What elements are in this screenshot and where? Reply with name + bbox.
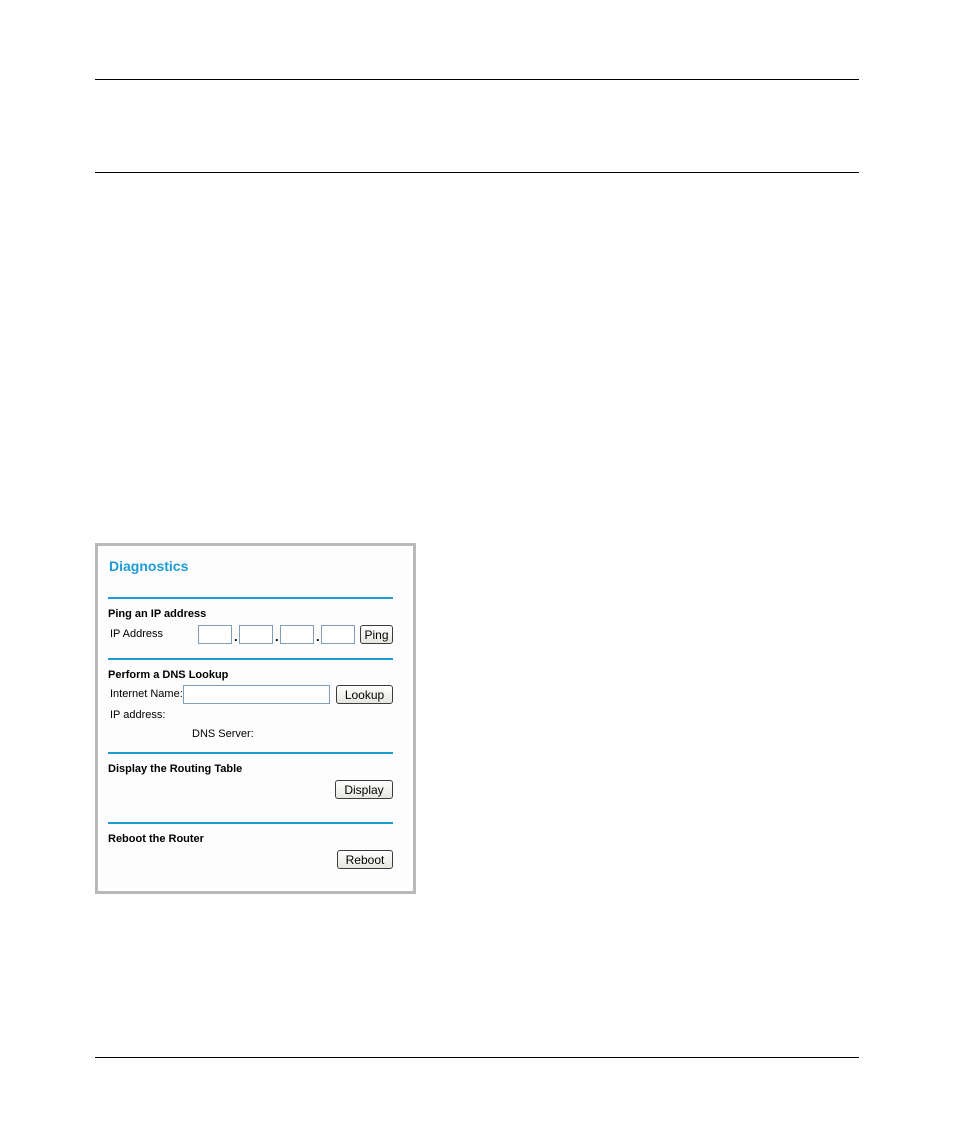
dns-ip-address-label: IP address: xyxy=(110,709,166,721)
ip-separator-dot: . xyxy=(275,629,279,644)
ip-octet-2-input[interactable] xyxy=(239,625,273,644)
lookup-button[interactable]: Lookup xyxy=(336,685,393,704)
reboot-heading: Reboot the Router xyxy=(108,833,204,845)
dns-server-label: DNS Server: xyxy=(192,728,254,740)
diagnostics-title: Diagnostics xyxy=(109,558,189,574)
section-divider xyxy=(108,658,393,660)
section-divider xyxy=(108,822,393,824)
section-divider xyxy=(108,597,393,599)
ping-button[interactable]: Ping xyxy=(360,625,393,644)
ip-octet-4-input[interactable] xyxy=(321,625,355,644)
ip-address-label: IP Address xyxy=(110,628,163,640)
footer-rule xyxy=(95,1057,859,1058)
ip-separator-dot: . xyxy=(316,629,320,644)
header-bottom-rule xyxy=(95,172,859,173)
section-divider xyxy=(108,752,393,754)
diagnostics-screenshot xyxy=(95,543,416,894)
routing-table-heading: Display the Routing Table xyxy=(108,763,243,775)
internet-name-label: Internet Name: xyxy=(110,688,183,700)
ip-octet-1-input[interactable] xyxy=(198,625,232,644)
display-button[interactable]: Display xyxy=(335,780,393,799)
reboot-button[interactable]: Reboot xyxy=(337,850,393,869)
diagnostics-panel xyxy=(101,549,410,888)
ip-octet-3-input[interactable] xyxy=(280,625,314,644)
internet-name-input[interactable] xyxy=(183,685,330,704)
ip-separator-dot: . xyxy=(234,629,238,644)
header-top-rule xyxy=(95,79,859,80)
ping-heading: Ping an IP address xyxy=(108,608,207,620)
dns-heading: Perform a DNS Lookup xyxy=(108,669,229,681)
